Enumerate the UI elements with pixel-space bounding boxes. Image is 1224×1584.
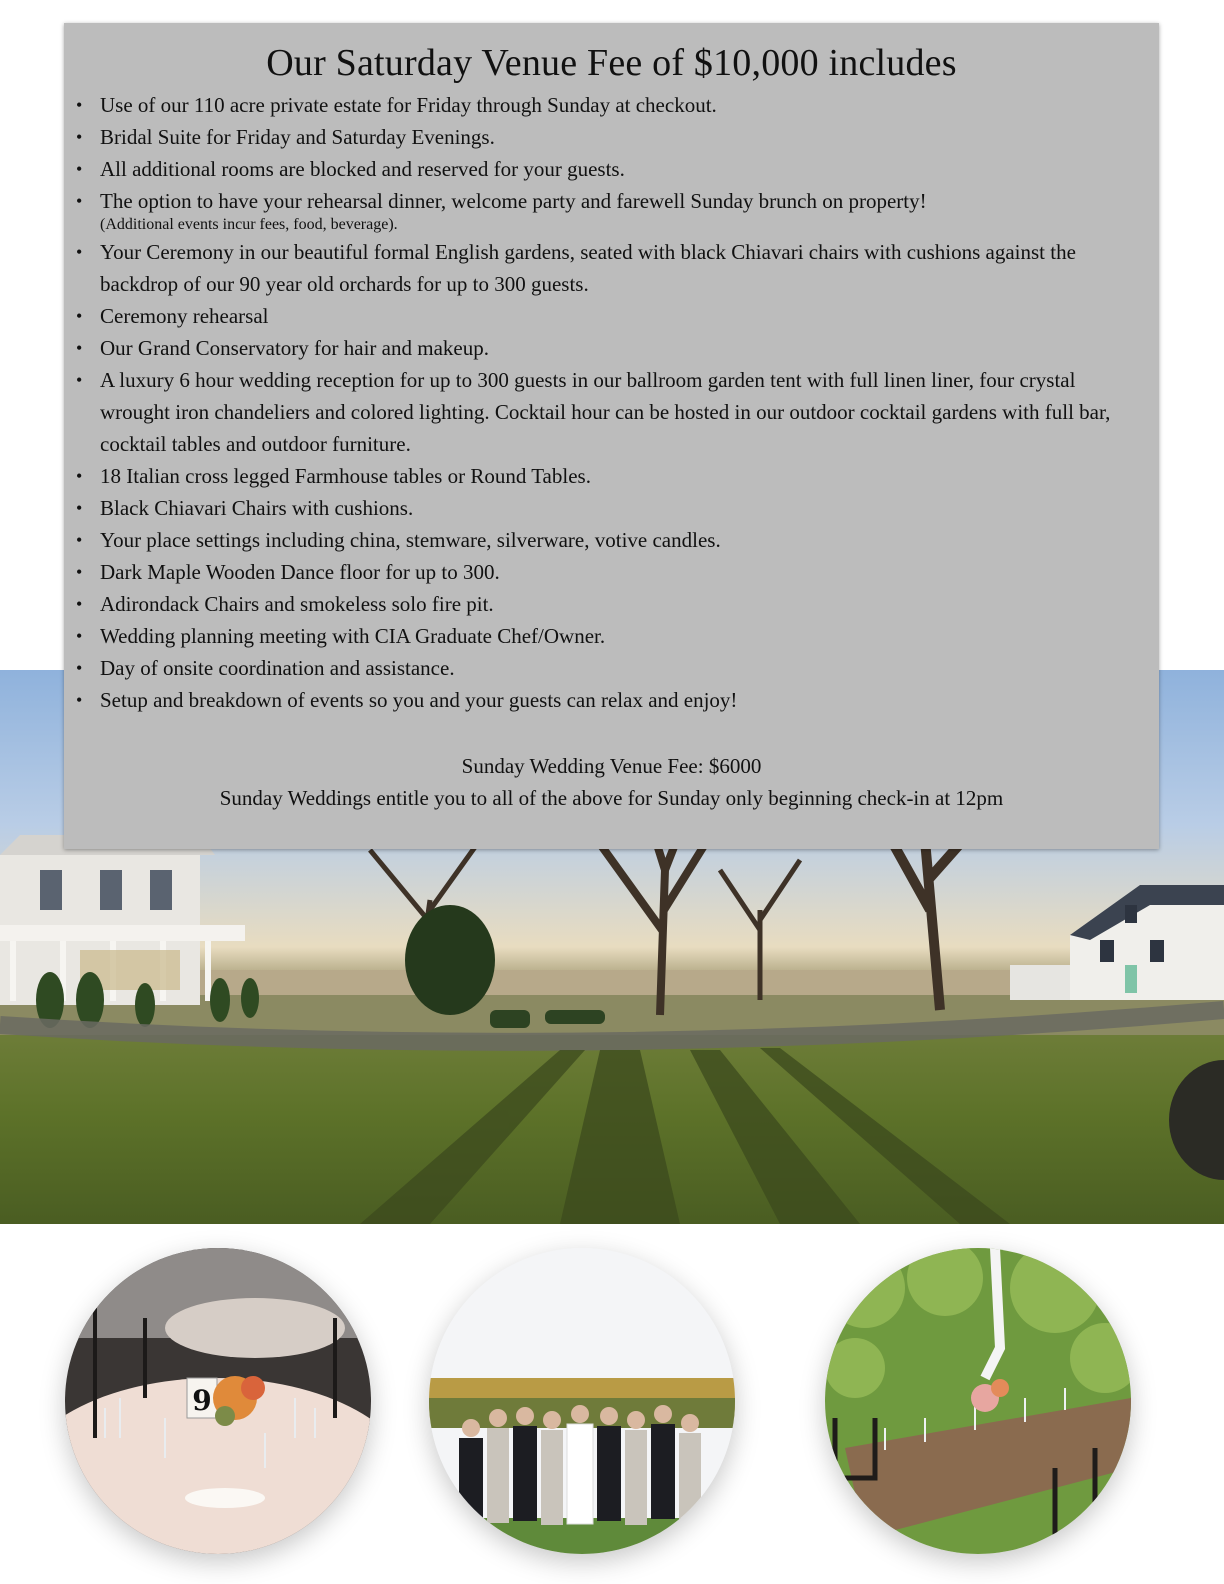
inclusion-text: Your Ceremony in our beautiful formal English gardens, seated with black Chiavari chairs with cushions against the backdrop of our 90 year old orchards for up to 300 guests. [100,240,1076,296]
inclusion-text: The option to have your rehearsal dinner, welcome party and farewell Sunday brunch on property! [100,189,927,213]
inclusion-item [76,460,1139,492]
bullet-icon: • [76,466,83,486]
inclusion-text: Wedding planning meeting with CIA Graduate Chef/Owner. [100,624,606,648]
bullet-icon: • [76,690,83,710]
inclusion-text: A luxury 6 hour wedding reception for up to 300 guests in our ballroom garden tent with full linen liner, four crystal wrought iron chandeliers and colored lighting. Cocktail hour can be hosted in our outdoor cocktail gardens with full bar, cocktail tables and outdoor furniture. [100,368,1111,456]
bullet-icon: • [76,626,83,646]
inclusions-list [64,89,1159,716]
inclusion-text: Adirondack Chairs and smokeless solo fire pit. [100,592,494,616]
inclusion-item [76,492,1139,524]
inclusion-item [76,185,1139,236]
wedding-party-group-photo [429,1248,735,1554]
bullet-icon: • [76,338,83,358]
fee-title: Our Saturday Venue Fee of $10,000 includes [266,42,957,84]
inclusion-item [76,153,1139,185]
bullet-icon: • [76,191,83,211]
bullet-icon: • [76,306,83,326]
inclusion-text: Day of onsite coordination and assistance. [100,656,455,680]
inclusion-text: All additional rooms are blocked and reserved for your guests. [100,157,625,181]
inclusion-item [76,236,1139,300]
inclusion-text: Ceremony rehearsal [100,304,269,328]
bullet-icon: • [76,159,83,179]
bullet-icon: • [76,242,83,262]
inclusion-item [76,121,1139,153]
bullet-icon: • [76,498,83,518]
bullet-icon: • [76,594,83,614]
inclusion-text: Dark Maple Wooden Dance floor for up to 300. [100,560,500,584]
reception-table-setting-photo [65,1248,371,1554]
bullet-icon: • [76,370,83,390]
inclusion-item [76,588,1139,620]
inclusion-item [76,332,1139,364]
inclusion-item [76,524,1139,556]
inclusion-text: 18 Italian cross legged Farmhouse tables or Round Tables. [100,464,591,488]
sunday-fee-heading: Sunday Wedding Venue Fee: $6000 [461,754,762,778]
inclusion-text: Our Grand Conservatory for hair and makeup. [100,336,489,360]
inclusion-item [76,300,1139,332]
table-number-9: 9 [192,1384,212,1417]
inclusion-item [76,684,1139,716]
sunday-fee-note: Sunday Weddings entitle you to all of the above for Sunday only beginning check-in at 12pm [219,786,1004,810]
bullet-icon: • [76,127,83,147]
bullet-icon: • [76,562,83,582]
inclusion-text: Your place settings including china, stemware, silverware, votive candles. [100,528,721,552]
garden-tent-farmhouse-table-photo [825,1248,1131,1554]
inclusion-item [76,652,1139,684]
inclusion-item [76,620,1139,652]
inclusion-text: Black Chiavari Chairs with cushions. [100,496,414,520]
bullet-icon: • [76,658,83,678]
sunday-fee-section [64,750,1159,814]
venue-fee-panel [64,23,1159,849]
inclusion-item [76,556,1139,588]
inclusion-text: Bridal Suite for Friday and Saturday Evenings. [100,125,495,149]
bullet-icon: • [76,95,83,115]
inclusion-note: (Additional events incur fees, food, beverage). [100,216,398,233]
inclusion-text: Use of our 110 acre private estate for Friday through Sunday at checkout. [100,93,717,117]
inclusion-text: Setup and breakdown of events so you and your guests can relax and enjoy! [100,688,738,712]
inclusion-item [76,364,1139,460]
inclusion-item [76,89,1139,121]
bullet-icon: • [76,530,83,550]
